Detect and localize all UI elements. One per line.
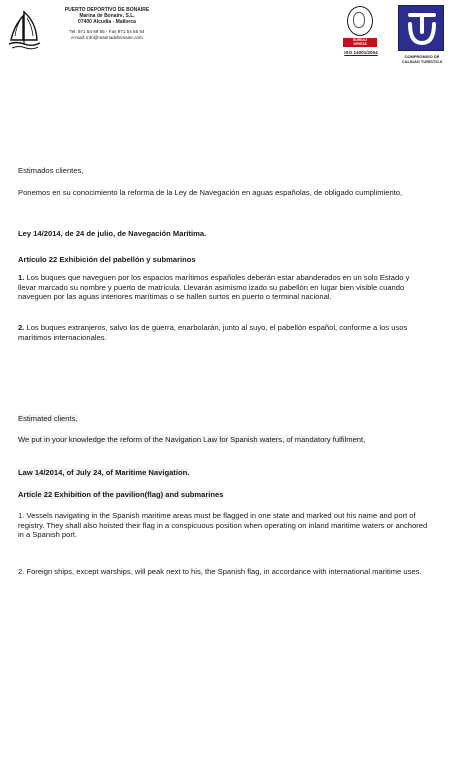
company-address: 07400 Alcudia - Mallorca — [78, 19, 136, 26]
sailboat-logo-icon — [6, 8, 42, 52]
english-article-title: Article 22 Exhibition of the pavilion(flag) and submarines — [18, 490, 224, 499]
company-legal-name: Marina de Bonaire, S.L. — [79, 13, 135, 20]
company-phone-fax: Tel. 971 54 69 55 - Fax 971 54 65 64 — [69, 28, 145, 34]
company-email: e-mail: info@marinadebonaire.com — [71, 34, 143, 40]
english-law-title: Law 14/2014, of July 24, of Maritime Navigation. — [18, 468, 190, 477]
spanish-article-title: Artículo 22 Exhibición del pabellón y submarinos — [18, 255, 196, 264]
english-greeting: Estimated clients, — [18, 414, 78, 423]
spanish-law-title: Ley 14/2014, de 24 de julio, de Navegación Marítima. — [18, 229, 207, 238]
bureau-veritas-seal-icon — [347, 6, 373, 36]
spanish-intro: Ponemos en su conocimiento la reforma de la Ley de Navegación en aguas españolas, de obligado cumplimiento, — [18, 188, 403, 197]
iso-certification-label: ISO 14001/2004 — [344, 50, 378, 55]
bureau-veritas-banner: BUREAU VERITAS — [343, 38, 377, 47]
company-info — [44, 7, 170, 41]
spanish-paragraph-1-number: 1. — [18, 273, 25, 282]
english-paragraph-1: 1. Vessels navigating in the Spanish maritime areas must be flagged in one state and marked out his name and port of registry. They shall also hoisted their flag in a conspicuous position when operating on inland maritime waters or anchored in a Spanish port. — [18, 511, 428, 540]
english-intro: We put in your knowledge the reform of the Navigation Law for Spanish waters, of mandatory fulfilment, — [18, 435, 366, 444]
quality-caption: COMPROMISO DE CALIDAD TURÍSTICA — [401, 54, 443, 64]
spanish-paragraph-1 — [18, 273, 428, 302]
company-name: PUERTO DEPORTIVO DE BONAIRE — [64, 7, 150, 13]
english-paragraph-2: 2. Foreign ships, except warships, will peak next to his, the Spanish flag, in accordance with international maritime uses. — [18, 567, 422, 576]
spanish-paragraph-1-text: Los buques que naveguen por los espacios marítimos españoles deberán estar abanderados en un solo Estado y llevar marcado su nombre y puerto de matrícula. Llevarán asimismo izado su pabellón en lugar bien visible cuando naveguen por las aguas interiores marítimas o se hallen surtos en puerto o terminal nacional. — [18, 273, 410, 302]
spanish-paragraph-2-number: 2. — [18, 323, 25, 332]
quality-commitment-logo — [398, 5, 446, 64]
spanish-paragraph-2 — [18, 323, 428, 342]
bureau-veritas-certification — [339, 6, 383, 64]
spanish-paragraph-2-text: Los buques extranjeros, salvo los de guerra, enarbolarán, junto al suyo, el pabellón español, conforme a los usos marítimos internacionales. — [18, 323, 408, 342]
spanish-greeting: Estimados clientes, — [18, 166, 84, 175]
quality-q-icon — [398, 5, 444, 51]
